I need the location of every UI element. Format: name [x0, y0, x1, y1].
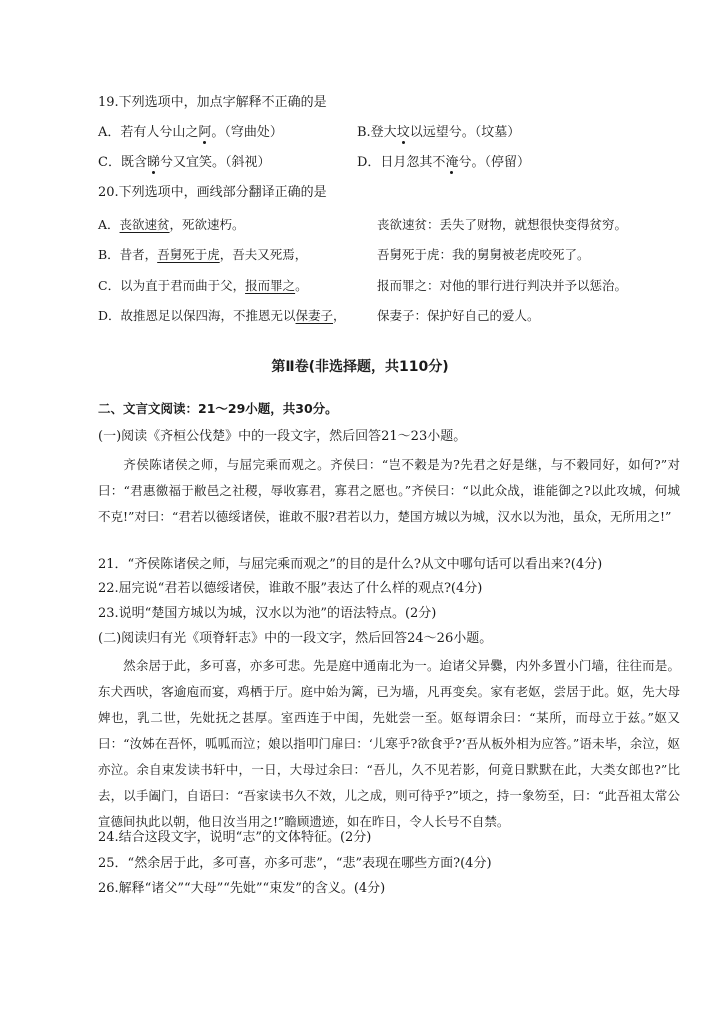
underlined-phrase: 吾舅死于虎: [157, 247, 220, 262]
q19-stem: 19.下列选项中，加点字解释不正确的是: [98, 95, 327, 110]
q19-option-c: C．既含睇兮又宜笑。（斜视）: [98, 155, 271, 170]
question-25: 25．“然余居于此，多可喜，亦多可悲”，“悲”表现在哪些方面?(4分): [98, 856, 492, 871]
question-22: 22.屈完说“君若以德绥诸侯，谁敢不服”表达了什么样的观点?(4分): [98, 581, 483, 596]
question-26: 26.解释“诸父”“大母”“先妣”“束发”的含义。(4分): [98, 881, 386, 896]
underlined-phrase: 丧欲速贫: [119, 217, 170, 232]
question-21: 21．“齐侯陈诸侯之师，与屈完乘而观之”的目的是什么?从文中哪句话可以看出来?(4分): [98, 557, 603, 572]
underlined-phrase: 报而罪之: [245, 278, 296, 293]
q20-answer-b: 吾舅死于虎：我的舅舅被老虎咬死了。: [377, 247, 590, 262]
q20-option-a: A．丧欲速贫，死欲速朽。: [98, 217, 245, 232]
q19-option-d: D．日月忽其不淹兮。（停留）: [357, 155, 530, 170]
underlined-phrase: 保妻子: [295, 308, 334, 323]
q20-option-b: B．昔者，吾舅死于虎，吾夫又死焉，: [98, 247, 308, 262]
q20-option-d: D．故推恩足以保四海，不推恩无以保妻子，: [98, 308, 346, 323]
q19-option-a: A．若有人兮山之阿。（穹曲处）: [98, 125, 283, 140]
dotted-char: 阿: [198, 125, 212, 140]
q20-answer-d: 保妻子：保护好自己的爱人。: [377, 308, 540, 323]
passage-1: 齐侯陈诸侯之师，与屈完乘而观之。齐侯曰：“岂不穀是为?先君之好是继，与不穀同好，如何?”对曰：“君惠徼福于敝邑之社稷，辱收寡君，寡君之愿也。”齐侯曰：“以此众战，谁能御之?以此攻城，何城不克!”对曰：“君若以德绥诸侯，谁敢不服?君若以力，楚国方城以为城，汉水以为池，虽众，无所用之!”: [98, 457, 680, 524]
reading2-intro: (二)阅读归有光《项脊轩志》中的一段文字，然后回答24～26小题。: [98, 631, 493, 646]
dotted-char: 坟: [396, 125, 410, 140]
reading1-intro: (一)阅读《齐桓公伐楚》中的一段文字，然后回答21～23小题。: [98, 429, 467, 444]
q20-answer-c: 报而罪之：对他的罪行进行判决并予以惩治。: [377, 278, 628, 293]
q20-answer-a: 丧欲速贫：丢失了财物，就想很快变得贫穷。: [377, 217, 628, 232]
q20-option-c: C．以为直于君而曲于父，报而罪之。: [98, 278, 308, 293]
dotted-char: 淹: [445, 155, 459, 170]
part2-title: 第Ⅱ卷(非选择题，共110分): [271, 359, 449, 375]
passage-2: 然余居于此，多可喜，亦多可悲。先是庭中通南北为一。迨诸父异爨，内外多置小门墙，往往而是。东犬西吠，客逾庖而宴，鸡栖于厅。庭中始为篱，已为墙，凡再变矣。家有老妪，尝居于此。妪，先大母婢也，乳二世，先妣抚之甚厚。室西连于中闺，先妣尝一至。妪每谓余曰：“某所，而母立于兹。”妪又曰：“汝姊在吾怀，呱呱而泣；娘以指叩门扉曰：‘儿寒乎?欲食乎?’吾从板外相为应答。”语未毕，余泣，妪亦泣。余自束发读书轩中，一日，大母过余曰：“吾儿，久不见若影，何竟日默默在此，大类女郎也?”比去，以手阖门，自语曰：“吾家读书久不效，儿之成，则可待乎?”顷之，持一象笏至，曰：“此吾祖太常公宣德间执此以朝，他日汝当用之!”瞻顾遗迹，如在昨日，令人长号不自禁。: [98, 658, 680, 829]
question-23: 23.说明“楚国方城以为城，汉水以为池”的语法特点。(2分): [98, 606, 437, 621]
dotted-char: 睇: [146, 155, 160, 170]
question-24: 24.结合这段文字，说明“志”的文体特征。(2分): [98, 830, 372, 845]
q20-stem: 20.下列选项中，画线部分翻译正确的是: [98, 185, 327, 200]
q19-option-b: B.登大坟以远望兮。（坟墓）: [357, 125, 521, 140]
section-heading: 二、文言文阅读：21～29小题，共30分。: [98, 401, 338, 416]
